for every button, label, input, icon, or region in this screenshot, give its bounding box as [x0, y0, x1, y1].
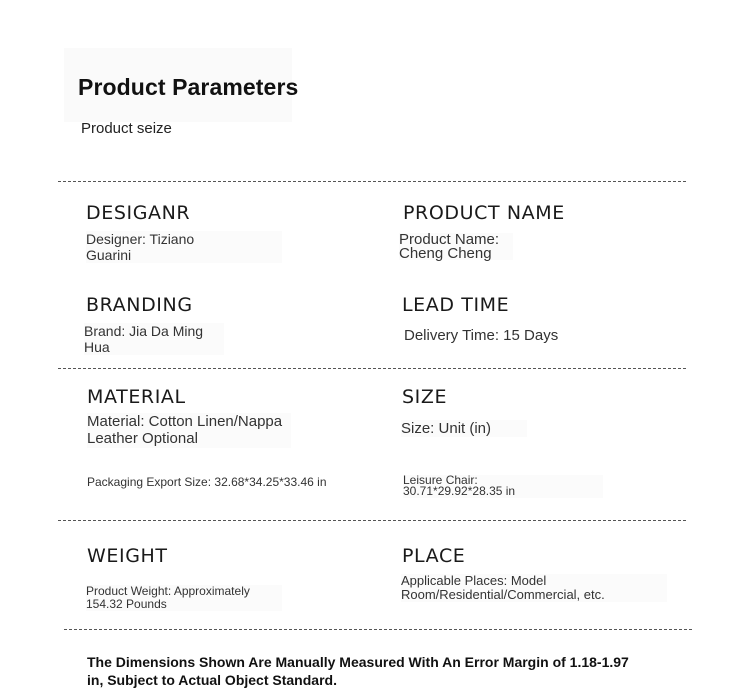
dashed-divider [64, 629, 692, 630]
lead-time-heading: LEAD TIME [402, 294, 510, 316]
dashed-divider [58, 181, 686, 182]
product-name-line-2: Cheng Cheng [399, 244, 492, 262]
product-name-value [399, 233, 513, 260]
page-title: Product Parameters [78, 74, 299, 100]
measurement-note-line-1: The Dimensions Shown Are Manually Measured With An Error Margin of 1.18-1.97 [87, 654, 629, 670]
weight-line-1: Product Weight: Approximately [86, 584, 250, 598]
weight-value [86, 585, 282, 611]
branding-heading: BRANDING [86, 294, 193, 316]
place-line-1: Applicable Places: Model [401, 573, 547, 588]
product-name-line-1: Product Name: [399, 231, 500, 248]
leisure-chair-value [403, 475, 603, 498]
material-heading: MATERIAL [87, 386, 186, 408]
branding-value [84, 323, 224, 355]
dashed-divider [58, 520, 686, 521]
size-value: Size: Unit (in) [401, 420, 527, 437]
leisure-chair-line-2: 30.71*29.92*28.35 in [403, 484, 516, 499]
dashed-divider [58, 368, 686, 369]
branding-line-1: Brand: Jia Da Ming [84, 323, 204, 339]
place-line-2: Room/Residential/Commercial, etc. [401, 587, 605, 603]
material-value [87, 413, 291, 448]
measurement-note-line-2: in, Subject to Actual Object Standard. [87, 671, 337, 688]
designer-line-2: Guarini [86, 247, 132, 264]
material-line-1: Material: Cotton Linen/Nappa [87, 413, 283, 430]
leisure-chair-line-1: Leisure Chair: [403, 473, 478, 487]
page-subtitle: Product seize [81, 120, 172, 137]
product-name-heading: PRODUCT NAME [403, 202, 565, 224]
lead-time-value: Delivery Time: 15 Days [404, 327, 559, 344]
weight-heading: WEIGHT [87, 545, 168, 567]
designer-line-1: Designer: Tiziano [86, 231, 195, 247]
packaging-size-value: Packaging Export Size: 32.68*34.25*33.46 in [87, 475, 327, 489]
place-heading: PLACE [402, 545, 466, 567]
measurement-note [87, 654, 647, 689]
material-line-2: Leather Optional [87, 430, 198, 448]
size-heading: SIZE [402, 386, 448, 408]
designer-heading: DESIGANR [86, 202, 191, 224]
designer-value [86, 231, 282, 263]
weight-line-2: 154.32 Pounds [86, 597, 167, 612]
place-value [401, 574, 667, 602]
branding-line-2: Hua [84, 339, 110, 356]
